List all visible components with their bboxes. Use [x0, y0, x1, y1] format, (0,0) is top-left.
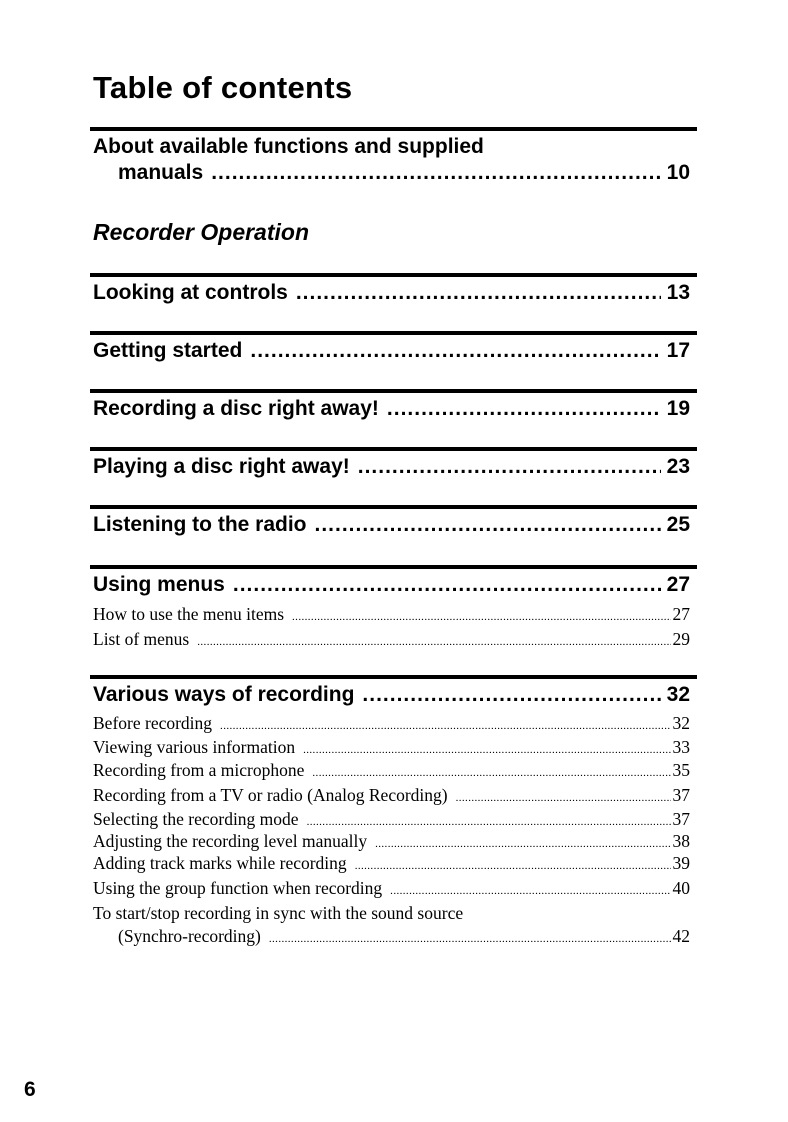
dot-leader: [233, 573, 661, 597]
toc-entry-page: 23: [666, 455, 690, 478]
toc-entry-page: 13: [666, 281, 690, 304]
toc-entry-using-menus[interactable]: [93, 573, 690, 597]
toc-entry-page: 10: [666, 161, 690, 184]
toc-entry-various-recording[interactable]: [93, 683, 690, 707]
dot-leader: [358, 455, 661, 479]
toc-subentry-page: 37: [672, 809, 690, 829]
dot-leader: [211, 161, 660, 185]
toc-subentry-label: Adjusting the recording level manually: [93, 831, 368, 851]
toc-entry-page: 25: [666, 513, 690, 536]
toc-entry-page: 17: [666, 339, 690, 362]
toc-subentry[interactable]: [93, 831, 690, 852]
toc-entry-label: Using menus: [93, 573, 225, 596]
toc-subentry-page: 33: [672, 737, 690, 757]
toc-entry-label: Various ways of recording: [93, 683, 355, 706]
toc-subentry-page: 29: [672, 629, 690, 649]
section-rule: [90, 389, 697, 393]
toc-subentry[interactable]: [93, 878, 690, 899]
section-rule: [90, 331, 697, 335]
dot-leader: [220, 720, 670, 732]
dot-leader: [292, 611, 670, 623]
toc-subentry-page: 40: [672, 878, 690, 898]
toc-subentry[interactable]: [93, 809, 690, 830]
dot-leader: [307, 816, 671, 828]
dot-leader: [375, 838, 670, 850]
toc-subentry-label: List of menus: [93, 629, 190, 649]
toc-entry-page: 27: [666, 573, 690, 596]
dot-leader: [312, 767, 670, 779]
toc-subentry[interactable]: [93, 629, 690, 650]
toc-subentry-label: Recording from a microphone: [93, 760, 305, 780]
section-rule: [90, 675, 697, 679]
dot-leader: [355, 860, 671, 872]
toc-entry-about[interactable]: [118, 161, 690, 185]
section-rule: [90, 505, 697, 509]
dot-leader: [250, 339, 660, 363]
toc-subentry-page: 35: [672, 760, 690, 780]
toc-subentry-label: Using the group function when recording: [93, 878, 383, 898]
toc-entry-about-line1[interactable]: About available functions and supplied: [93, 135, 484, 158]
toc-subentry[interactable]: [93, 760, 690, 781]
section-heading: Recorder Operation: [93, 219, 309, 245]
section-rule: [90, 273, 697, 277]
toc-subentry-page: 27: [672, 604, 690, 624]
section-rule: [90, 127, 697, 131]
toc-entry-listening-radio[interactable]: [93, 513, 690, 537]
toc-subentry-sync[interactable]: [118, 926, 690, 947]
toc-subentry[interactable]: [93, 737, 690, 758]
toc-entry-label: manuals: [118, 161, 204, 184]
toc-subentry-page: 37: [672, 785, 690, 805]
toc-entry-label: Listening to the radio: [93, 513, 307, 536]
toc-subentry-page: 39: [672, 853, 690, 873]
toc-subentry-label: Selecting the recording mode: [93, 809, 299, 829]
dot-leader: [362, 683, 660, 707]
toc-subentry-label: Recording from a TV or radio (Analog Recording): [93, 785, 448, 805]
toc-entry-label: Playing a disc right away!: [93, 455, 350, 478]
toc-entry-looking-at-controls[interactable]: [93, 281, 690, 305]
toc-subentry-label: (Synchro-recording): [118, 926, 261, 946]
toc-subentry-page: 32: [672, 713, 690, 733]
page-title: Table of contents: [93, 70, 353, 105]
dot-leader: [387, 397, 661, 421]
toc-entry-playing-disc[interactable]: [93, 455, 690, 479]
dot-leader: [315, 513, 661, 537]
toc-subentry-page: 38: [672, 831, 690, 851]
toc-subentry-label: Before recording: [93, 713, 213, 733]
toc-subentry-label: How to use the menu items: [93, 604, 285, 624]
toc-subentry[interactable]: [93, 713, 690, 734]
toc-subentry-page: 42: [672, 926, 690, 946]
toc-subentry-sync-line1[interactable]: To start/stop recording in sync with the sound source: [93, 903, 464, 923]
toc-subentry-label: Viewing various information: [93, 737, 296, 757]
dot-leader: [296, 281, 661, 305]
toc-entry-page: 32: [666, 683, 690, 706]
toc-entry-label: Getting started: [93, 339, 243, 362]
page-number: 6: [24, 1078, 36, 1101]
dot-leader: [390, 885, 670, 897]
toc-subentry[interactable]: [93, 604, 690, 625]
section-rule: [90, 447, 697, 451]
toc-subentry-label: Adding track marks while recording: [93, 853, 347, 873]
dot-leader: [303, 744, 670, 756]
toc-entry-page: 19: [666, 397, 690, 420]
toc-entry-getting-started[interactable]: [93, 339, 690, 363]
dot-leader: [456, 792, 671, 804]
toc-entry-label: Looking at controls: [93, 281, 288, 304]
toc-entry-recording-disc[interactable]: [93, 397, 690, 421]
section-rule: [90, 565, 697, 569]
dot-leader: [197, 636, 670, 648]
dot-leader: [269, 933, 671, 945]
toc-subentry[interactable]: [93, 853, 690, 874]
toc-entry-label: Recording a disc right away!: [93, 397, 379, 420]
toc-subentry[interactable]: [93, 785, 690, 806]
